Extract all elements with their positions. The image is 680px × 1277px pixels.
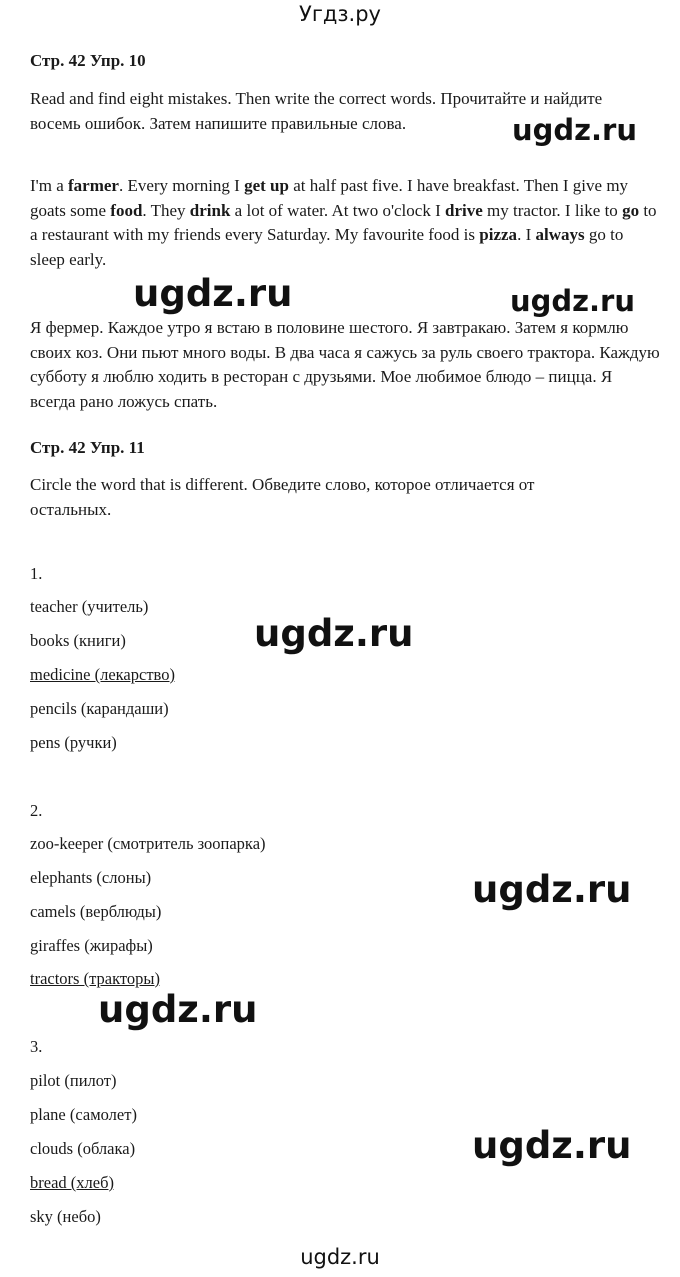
list-item: pens (ручки) [30, 733, 117, 752]
list-item: camels (верблюды) [30, 902, 162, 921]
watermark: ugdz.ru [133, 272, 293, 315]
watermark: ugdz.ru [472, 868, 632, 911]
group-number: 1. [30, 564, 43, 583]
list-item: books (книги) [30, 631, 126, 650]
correction-word: pizza [479, 225, 518, 244]
watermark: ugdz.ru [472, 1124, 632, 1167]
list-item-circled: bread (хлеб) [30, 1173, 114, 1192]
ex11-task: Circle the word that is different. Обведите слово, которое отличается от остальных. [30, 475, 535, 519]
correction-word: get up [244, 176, 289, 195]
correction-word: go [622, 200, 640, 220]
list-item: sky (небо) [30, 1207, 101, 1226]
correction-word: drink [189, 200, 231, 220]
ex11-heading: Стр. 42 Упр. 11 [30, 438, 145, 457]
list-item: pilot (пилот) [30, 1071, 117, 1090]
list-item: giraffes (жирафы) [30, 936, 153, 955]
list-item: zoo-keeper (смотритель зоопарка) [30, 834, 266, 853]
correction-word: always [535, 225, 585, 244]
ex10-heading: Стр. 42 Упр. 10 [30, 51, 146, 70]
correction-word: farmer [68, 176, 119, 195]
site-title: Угдз.ру [299, 2, 381, 26]
watermark: ugdz.ru [254, 612, 414, 655]
watermark: ugdz.ru [510, 284, 636, 318]
group-number: 2. [30, 801, 43, 820]
site-footer: ugdz.ru [300, 1245, 380, 1269]
list-item-circled: medicine (лекарство) [30, 665, 175, 684]
ex10-answer-ru: Я фермер. Каждое утро я встаю в половине шестого. Я завтракаю. Затем я кормлю своих коз. Они пьют много воды. В два часа я сажусь за руль своего трактора. Каждую субботу я люблю ходить в ресторан с друзьями. Мое любимое блюдо – пицца. Я всегда рано ложусь спать. [30, 318, 660, 411]
ex10-answer-en: I'm a farmer. Every morning I get up at half past five. I have breakfast. Then I give my goats some food. They drink a lot of water. At two o'clock I drive my tractor. I like to go to a restaurant with my friends every Saturday. My favourite food is pizza. I always go to sleep early. [30, 176, 657, 269]
correction-word: drive [445, 200, 483, 220]
watermark: ugdz.ru [512, 113, 638, 147]
group-number: 3. [30, 1037, 43, 1056]
ex10-task: Read and find eight mistakes. Then write the correct words. Прочитайте и найдите восемь ошибок. Затем напишите правильные слова. [30, 89, 603, 133]
list-item: pencils (карандаши) [30, 699, 169, 718]
list-item: teacher (учитель) [30, 597, 149, 616]
list-item: clouds (облака) [30, 1139, 136, 1158]
list-item-circled: tractors (тракторы) [30, 969, 160, 988]
list-item: plane (самолет) [30, 1105, 137, 1124]
list-item: elephants (слоны) [30, 868, 152, 887]
watermark: ugdz.ru [98, 988, 258, 1031]
correction-word: food [110, 200, 143, 220]
